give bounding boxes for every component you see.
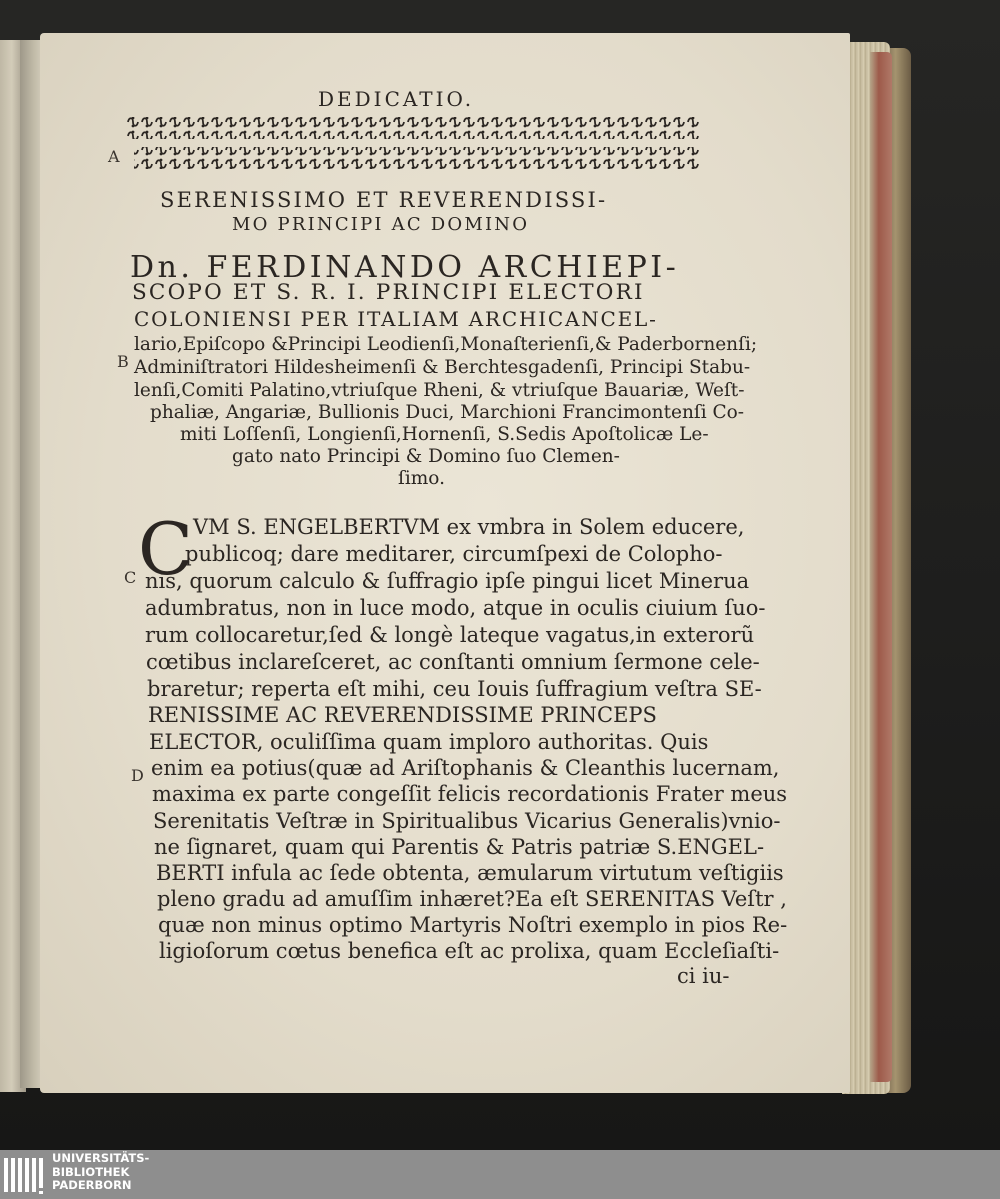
address-line-2: MO PRINCIPI AC DOMINO [232, 214, 530, 235]
address-text-line: Adminiſtratori Hildesheimenſi & Berchtesgadenſi, Principi Stabu- [134, 357, 751, 378]
margin-letter-c: C [124, 568, 137, 587]
body-line: quæ non minus optimo Martyris Noſtri exemplo in pios Re- [158, 913, 788, 937]
margin-letter-d: D [131, 766, 144, 785]
body-line: BERTI infula ac ſede obtenta, æmularum virtutum veſtigiis [156, 861, 784, 885]
address-text-line: ſimo. [398, 468, 445, 489]
address-text-line: lenſi,Comiti Palatino,vtriuſque Rheni, & vtriuſque Bauariæ, Weſt- [134, 380, 745, 401]
body-line: ELECTOR, oculiſſima quam imploro authoritas. Quis [149, 730, 709, 754]
body-line: ligioſorum cœtus benefica eſt ac prolixa, quam Eccleſiaſti- [159, 939, 780, 963]
ornament-band [126, 115, 700, 173]
page-stack-red-edge [870, 52, 892, 1082]
margin-letter-a: A [108, 147, 120, 166]
catchword: ci iu- [677, 964, 730, 988]
library-logo-icon [2, 1152, 46, 1196]
address-text-line: phaliæ, Angariæ, Bullionis Duci, Marchioni Francimontenſi Co- [150, 402, 745, 423]
body-line: pleno gradu ad amuſſim inhæret?Ea eſt SERENITAS Veſtr , [157, 887, 787, 911]
address-line-5: COLONIENSI PER ITALIAM ARCHICANCEL- [134, 307, 658, 331]
body-line: maxima ex parte congeſſit felicis recordationis Frater meus [152, 782, 788, 806]
body-line: VM S. ENGELBERTVM ex vmbra in Solem educere, [193, 515, 745, 539]
address-line-3: Dn. FERDINANDO ARCHIEPI- [130, 250, 680, 285]
library-footer-bar [0, 1150, 1000, 1199]
body-line: Serenitatis Veſtræ in Spiritualibus Vicarius Generalis)vnio- [153, 809, 781, 833]
body-line: cœtibus inclareſceret, ac conſtanti omnium ſermone cele- [146, 650, 760, 674]
address-line-4: SCOPO ET S. R. I. PRINCIPI ELECTORI [132, 280, 645, 305]
body-line: rum collocaretur,ſed & longè lateque vagatus,in exterorũ [145, 623, 755, 647]
body-line: RENISSIME AC REVERENDISSIME PRINCEPS [148, 703, 657, 727]
library-name [52, 1152, 149, 1193]
library-name-line-1: UNIVERSITÄTS- [52, 1151, 150, 1165]
address-line-1: SERENISSIMO ET REVERENDISSI- [160, 188, 608, 212]
margin-letter-b: B [117, 352, 129, 371]
body-line: nis, quorum calculo & ſuffragio ipſe pingui licet Minerua [145, 569, 750, 593]
body-line: enim ea potius(quæ ad Ariſtophanis & Cleanthis lucernam, [151, 756, 780, 780]
address-text-line: gato nato Principi & Domino ſuo Clemen- [232, 446, 620, 467]
body-line: adumbratus, non in luce modo, atque in oculis ciuium ſuo- [145, 596, 766, 620]
body-line: publicoq; dare meditarer, circumſpexi de Colopho- [185, 542, 723, 566]
address-text-line: lario,Epiſcopo &Principi Leodienſi,Monaſterienſi,& Paderbornenſi; [134, 334, 758, 355]
body-line: braretur; reperta eſt mihi, ceu Iouis ſuffragium veſtra SE- [147, 677, 762, 701]
library-name-line-3: PADERBORN [52, 1178, 132, 1192]
address-text-line: miti Loſſenſi, Longienſi,Hornenſi, S.Sedis Apoſtolicæ Le- [180, 424, 709, 445]
running-head: DEDICATIO. [318, 87, 475, 111]
library-name-line-2: BIBLIOTHEK [52, 1164, 130, 1179]
body-line: ne ſignaret, quam qui Parentis & Patris patriæ S.ENGEL- [154, 835, 765, 859]
drop-cap: C [138, 507, 194, 591]
